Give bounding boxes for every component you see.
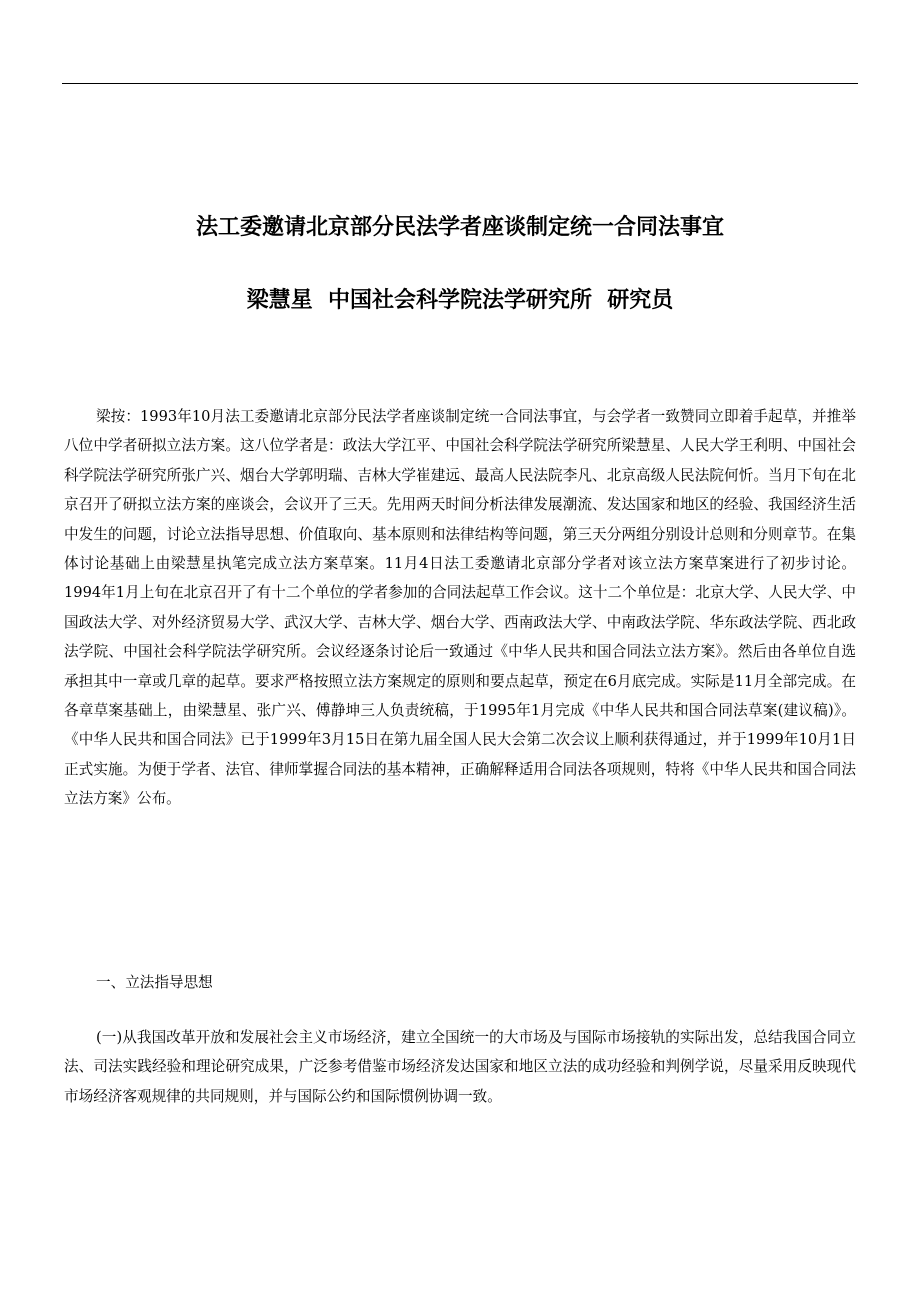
document-title: 法工委邀请北京部分民法学者座谈制定统一合同法事宜 [195, 215, 724, 240]
point-1-paragraph: (一)从我国改革开放和发展社会主义市场经济，建立全国统一的大市场及与国际市场接轨的实际出发，总结我国合同立法、司法实践经验和理论研究成果，广泛参考借鉴市场经济发达国家和地区立法的成功经验和判例学说，尽量采用反映现代市场经济客观规律的共同规则，并与国际公约和国际惯例协调一致。 [64, 1029, 856, 1105]
header-rule [62, 83, 858, 84]
author-line: 梁慧星 中国社会科学院法学研究所 研究员 [246, 288, 674, 313]
section-heading: 一、立法指导思想 [96, 974, 213, 991]
intro-paragraph: 梁按：1993年10月法工委邀请北京部分民法学者座谈制定统一合同法事宜，与会学者一致赞同立即着手起草，并推举八位中学者研拟立法方案。这八位学者是：政法大学江平、中国社会科学院法学研究所梁慧星、人民大学王利明、中国社会科学院法学研究所张广兴、烟台大学郭明瑞、吉林大学崔建远、最高人民法院李凡、北京高级人民法院何忻。当月下旬在北京召开了研拟立法方案的座谈会，会议开了三天。先用两天时间分析法律发展潮流、发达国家和地区的经验、我国经济生活中发生的问题，讨论立法指导思想、价值取向、基本原则和法律结构等问题，第三天分两组分别设计总则和分则章节。在集体讨论基础上由梁慧星执笔完成立法方案草案。11月4日法工委邀请北京部分学者对该立法方案草案进行了初步讨论。1994年1月上旬在北京召开了有十二个单位的学者参加的合同法起草工作会议。这十二个单位是：北京大学、人民大学、中国政法大学、对外经济贸易大学、武汉大学、吉林大学、烟台大学、西南政法大学、中南政法学院、华东政法学院、西北政法学院、中国社会科学院法学研究所。会议经逐条讨论后一致通过《中华人民共和国合同法立法方案》。然后由各单位自选承担其中一章或几章的起草。要求严格按照立法方案规定的原则和要点起草，预定在6月底完成。实际是11月全部完成。在各章草案基础上，由梁慧星、张广兴、傅静坤三人负责统稿，于1995年1月完成《中华人民共和国合同法草案(建议稿)》。《中华人民共和国合同法》已于1999年3月15日在第九届全国人民大会第二次会议上顺利获得通过，并于1999年10月1日正式实施。为便于学者、法官、律师掌握合同法的基本精神，正确解释适用合同法各项规则，特将《中华人民共和国合同法立法方案》公布。 [64, 408, 856, 808]
